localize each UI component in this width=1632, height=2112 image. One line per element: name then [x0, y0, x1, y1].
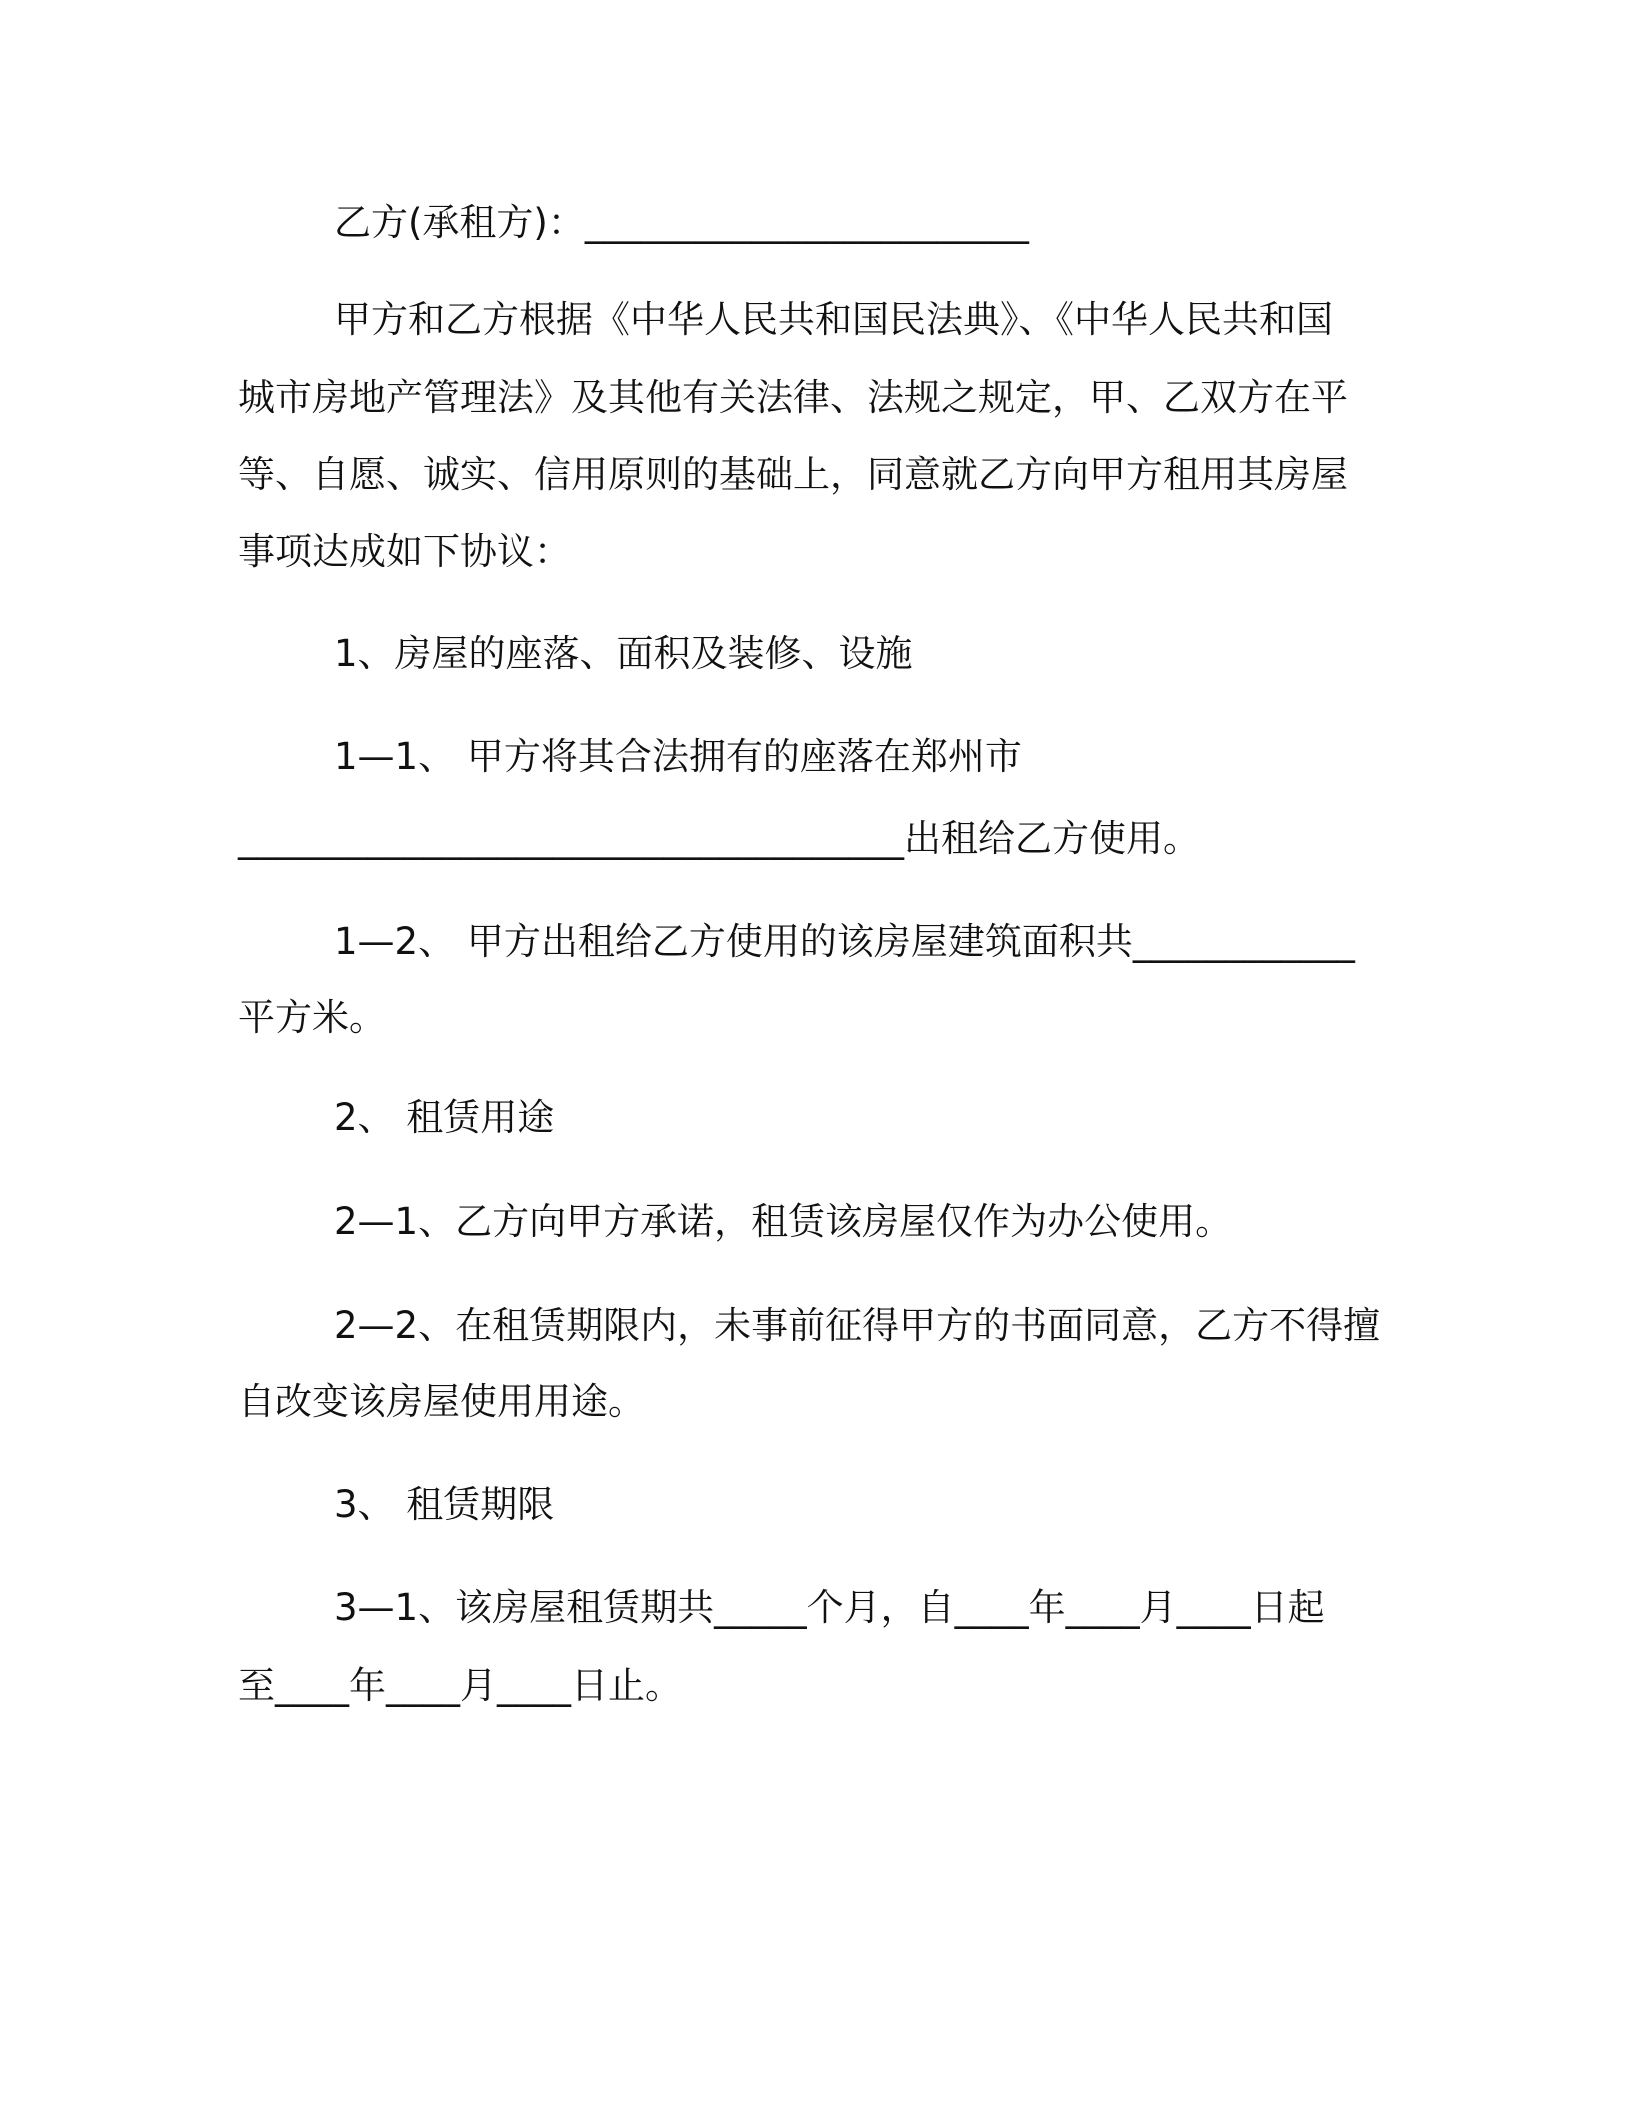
clause-line: 至____年____月____日止。: [238, 1664, 682, 1707]
section-1-heading: 1、房屋的座落、面积及装修、设施: [334, 632, 913, 675]
preamble-line: 等、自愿、诚实、信用原则的基础上，同意就乙方向甲方租用其房屋: [238, 453, 1348, 496]
clause-line: 3—1、该房屋租赁期共_____个月，自____年____月____日起: [334, 1586, 1325, 1629]
clause-line: 平方米。: [238, 996, 386, 1039]
clause-line: 自改变该房屋使用用途。: [238, 1380, 645, 1423]
section-2-heading: 2、 租赁用途: [334, 1096, 555, 1139]
preamble-line: 城市房地产管理法》及其他有关法律、法规之规定，甲、乙双方在平: [238, 376, 1348, 419]
clause-line: 1—1、 甲方将其合法拥有的座落在郑州市: [334, 735, 1022, 778]
preamble-line: 事项达成如下协议：: [238, 530, 571, 573]
clause-2-1: 2—1、乙方向甲方承诺，租赁该房屋仅作为办公使用。: [334, 1200, 1233, 1243]
clause-line: ____________________________________出租给乙方使用。: [238, 817, 1200, 860]
clause-line: 1—2、 甲方出租给乙方使用的该房屋建筑面积共____________: [334, 920, 1355, 963]
section-3-heading: 3、 租赁期限: [334, 1483, 555, 1526]
preamble-line: 甲方和乙方根据《中华人民共和国民法典》、《中华人民共和国: [334, 298, 1333, 341]
party-b-line: 乙方(承租方)：________________________: [334, 201, 1029, 244]
clause-line: 2—2、在租赁期限内，未事前征得甲方的书面同意，乙方不得擅: [334, 1304, 1381, 1347]
